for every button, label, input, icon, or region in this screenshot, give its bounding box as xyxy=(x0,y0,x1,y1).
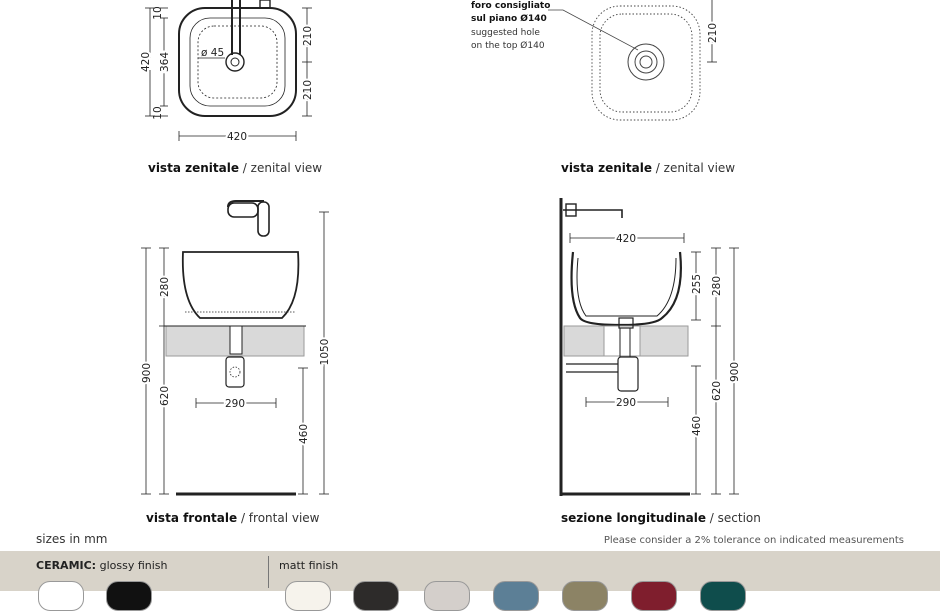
drain-pipe-front xyxy=(230,326,242,354)
caption-frontal-rest: / frontal view xyxy=(240,511,320,525)
swatch-matt-4[interactable] xyxy=(562,581,608,611)
note-hole-it-2: sul piano Ø140 xyxy=(471,14,547,24)
swatch-matt-6[interactable] xyxy=(700,581,746,611)
dim-900-section: 900 xyxy=(729,361,741,383)
suggested-hole xyxy=(628,44,664,80)
plan-view-right xyxy=(548,0,717,120)
faucet-body-front xyxy=(228,203,258,217)
swatch-matt-3[interactable] xyxy=(493,581,539,611)
dim-900-front: 900 xyxy=(141,362,153,384)
trap-section xyxy=(618,357,638,391)
dim-hole-45: ø 45 xyxy=(201,47,225,59)
caption-frontal-bold: vista frontale xyxy=(146,511,238,525)
bowl-section-inner xyxy=(577,258,676,316)
note-hole-en-1: suggested hole xyxy=(471,28,540,38)
glossy-label: glossy finish xyxy=(99,559,168,572)
basin-inner-dotted xyxy=(600,14,692,112)
dim-1050-front: 1050 xyxy=(319,338,331,366)
dim-half-top-210: 210 xyxy=(302,25,314,47)
bowl-front xyxy=(183,252,299,318)
caption-section-rest: / section xyxy=(709,511,761,525)
note-hole-en-2: on the top Ø140 xyxy=(471,41,545,51)
drain-outer xyxy=(635,51,657,73)
swatch-matt-2[interactable] xyxy=(424,581,470,611)
faucet-section xyxy=(563,210,622,218)
caption-zenital-right-bold: vista zenitale xyxy=(561,161,652,175)
matt-finish-label: matt finish xyxy=(279,559,339,572)
drain-hole xyxy=(226,53,244,71)
caption-zenital-left-rest: / zenital view xyxy=(242,161,323,175)
caption-zenital-right xyxy=(561,161,735,175)
dim-width-420: 420 xyxy=(226,131,248,143)
drain-inner xyxy=(640,56,652,68)
dim-290-section: 290 xyxy=(615,397,637,409)
section-view xyxy=(561,198,739,496)
swatch-matt-1[interactable] xyxy=(353,581,399,611)
dim-420-section: 420 xyxy=(615,233,637,245)
note-hole-it-1: foro consigliato xyxy=(471,1,551,11)
finishes-separator xyxy=(268,556,269,588)
dim-top-10: 10 xyxy=(152,6,164,20)
dim-460-section: 460 xyxy=(691,415,703,437)
dim-620-front: 620 xyxy=(159,385,171,407)
caption-zenital-left-bold: vista zenitale xyxy=(148,161,239,175)
ceramic-label: CERAMIC: xyxy=(36,559,97,572)
dim-bowl-280-front: 280 xyxy=(159,276,171,298)
faucet-body-top xyxy=(260,0,270,8)
dim-255-section: 255 xyxy=(691,273,703,295)
caption-section-bold: sezione longitudinale xyxy=(561,511,706,525)
basin-outline-top xyxy=(179,8,296,116)
caption-section xyxy=(561,511,761,525)
sizes-note: sizes in mm xyxy=(36,532,108,546)
dim-460-front: 460 xyxy=(298,423,310,445)
swatch-glossy-0[interactable] xyxy=(38,581,84,611)
dim-height-364: 364 xyxy=(159,51,171,73)
swatch-glossy-1[interactable] xyxy=(106,581,152,611)
dim-290-front: 290 xyxy=(224,398,246,410)
note-leader xyxy=(548,10,638,50)
basin-outline-dotted xyxy=(592,6,700,120)
tolerance-note: Please consider a 2% tolerance on indicated measurements xyxy=(603,535,904,546)
faucet-handle xyxy=(258,202,269,236)
bowl-section xyxy=(572,252,681,325)
front-view xyxy=(141,201,329,494)
dim-620-section: 620 xyxy=(711,380,723,402)
caption-zenital-right-rest: / zenital view xyxy=(655,161,736,175)
dim-height-420: 420 xyxy=(140,51,152,73)
basin-inner-rim xyxy=(190,18,285,106)
plan-left-dimensions xyxy=(140,6,314,143)
glossy-finish-label xyxy=(36,559,168,572)
dim-half-210-right: 210 xyxy=(707,22,719,44)
dim-half-bottom-210: 210 xyxy=(302,79,314,101)
trap-front xyxy=(226,357,244,387)
basin-bowl-dashed xyxy=(198,26,277,98)
caption-zenital-left xyxy=(148,161,322,175)
dim-280-section: 280 xyxy=(711,275,723,297)
dim-bottom-10: 10 xyxy=(152,106,164,120)
drain-hole-inner xyxy=(231,58,239,66)
swatch-matt-5[interactable] xyxy=(631,581,677,611)
plan-right-annotations xyxy=(471,1,719,51)
swatch-matt-0[interactable] xyxy=(285,581,331,611)
caption-frontal xyxy=(146,511,319,525)
